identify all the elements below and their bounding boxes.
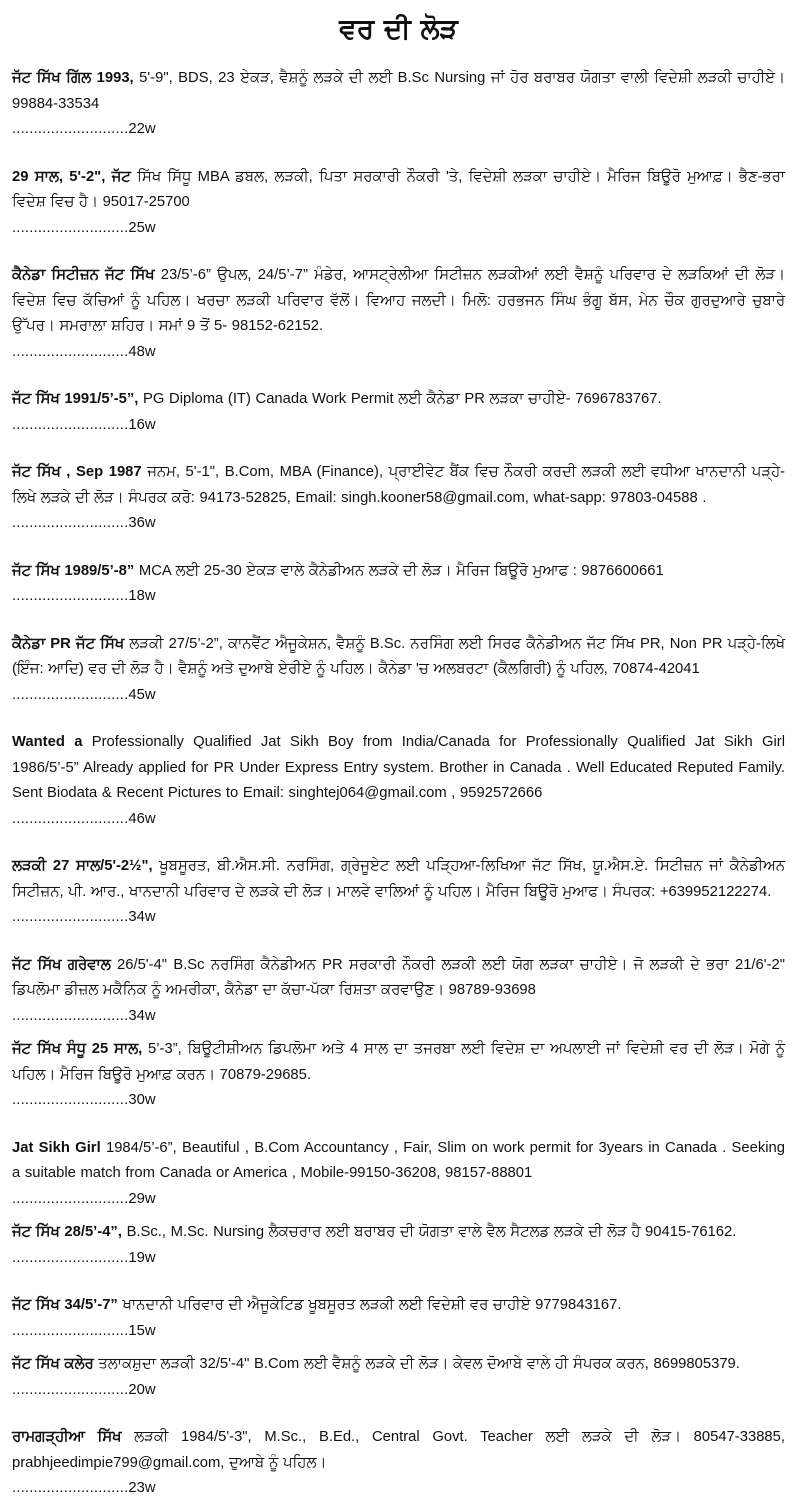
ad-body: ਲੜਕੀ 1984/5'-3", M.Sc., B.Ed., Central Govt. Teacher ਲਈ ਲੜਕੇ ਦੀ ਲੋੜ। 80547-33885, prabhjeedimpie799@gmail.com, ਦੁਆਬੇ ਨੂੰ ਪਹਿਲ। — [12, 1429, 785, 1471]
list-item — [12, 854, 785, 931]
ad-word-count: 25w — [128, 219, 156, 236]
ad-body: 5’-3”, ਬਿਊਟੀਸ਼ੀਅਨ ਡਿਪਲੋਮਾ ਅਤੇ 4 ਸਾਲ ਦਾ ਤਜਰਬਾ ਲਈ ਵਿਦੇਸ਼ ਦਾ ਅਪਲਾਈ ਜਾਂ ਵਿਦੇਸ਼ੀ ਵਰ ਦੀ ਲੋੜ। ਮੋਗੇ ਨੂੰ ਪਹਿਲ। ਮੈਰਿਜ ਬਿਊਰੋ ਮੁਆਫ਼ ਕਰਨ। 70879-29685. — [12, 1041, 785, 1083]
list-item — [12, 730, 785, 832]
ad-lead: ਜੱਟ ਸਿੱਖ ਗਰੇਵਾਲ — [12, 956, 111, 973]
ad-dots: ........................... — [12, 1249, 129, 1266]
ad-code — [12, 1319, 785, 1345]
ad-dots: ........................... — [12, 909, 129, 925]
ad-body: PG Diploma (IT) Canada Work Permit ਲਈ ਕੈਨੇਡਾ PR ਲੜਕਾ ਚਾਹੀਏ- 7696783767. — [138, 391, 662, 407]
list-item — [12, 559, 785, 610]
ad-dots: ........................... — [12, 416, 129, 433]
ad-code — [12, 1004, 785, 1030]
ad-lead: ਜੱਟ ਸਿੱਖ 1991/5’-5”, — [12, 391, 139, 407]
ad-lead: ਜੱਟ ਸਿੱਖ , Sep 1987 — [12, 464, 142, 480]
ad-code — [12, 1088, 785, 1114]
ad-code — [12, 683, 785, 709]
ad-body: 26/5'-4" B.Sc ਨਰਸਿੰਗ ਕੈਨੇਡੀਅਨ PR ਸਰਕਾਰੀ ਨੌਕਰੀ ਲੜਕੀ ਲਈ ਯੋਗ ਲੜਕਾ ਚਾਹੀਏ। ਜੋ ਲੜਕੀ ਦੇ ਭਰਾ 21/6'-2" ਡਿਪਲੋਮਾ ਡੀਜ਼ਲ ਮਕੈਨਿਕ ਨੂੰ ਅਮਰੀਕਾ, ਕੈਨੇਡਾ ਦਾ ਕੱਚਾ-ਪੱਕਾ ਰਿਸ਼ਤਾ ਕਰਵਾਉਣ। 98789-93698 — [12, 956, 785, 998]
ad-body: ਤਲਾਕਸ਼ੁਦਾ ਲੜਕੀ 32/5'-4" B.Com ਲਈ ਵੈਸ਼ਨੂੰ ਲੜਕੇ ਦੀ ਲੋੜ। ਕੇਵਲ ਦੋਆਬੇ ਵਾਲੇ ਹੀ ਸੰਪਰਕ ਕਰਨ, 8699805379. — [93, 1356, 740, 1372]
ad-lead: ਜੱਟ ਸਿੱਖ 1989/5’-8” — [12, 562, 135, 579]
ad-dots: ........................... — [12, 343, 129, 360]
ad-code — [12, 216, 785, 242]
ad-lead: ਜੱਟ ਸਿੱਖ ਸੰਧੂ 25 ਸਾਲ, — [12, 1041, 143, 1057]
ad-word-count: 36w — [128, 515, 156, 531]
ad-dots: ........................... — [12, 686, 129, 703]
ad-lead: ਜੱਟ ਸਿੱਖ ਕਲੇਰ — [12, 1356, 94, 1372]
ad-body: MCA ਲਈ 25-30 ਏਕੜ ਵਾਲੇ ਕੈਨੇਡੀਅਨ ਲੜਕੇ ਦੀ ਲੋੜ। ਮੈਰਿਜ ਬਿਊਰੋ ਮੁਆਫ : 9876600661 — [134, 562, 664, 579]
list-item — [12, 1352, 785, 1403]
ad-word-count: 46w — [128, 810, 156, 827]
ad-body: B.Sc., M.Sc. Nursing ਲੈਕਚਰਾਰ ਲਈ ਬਰਾਬਰ ਦੀ ਯੋਗਤਾ ਵਾਲੇ ਵੈਲ ਸੈਟਲਡ ਲੜਕੇ ਦੀ ਲੋੜ ਹੈ 90415-76162. — [121, 1224, 737, 1240]
list-item — [12, 1136, 785, 1213]
ad-word-count: 45w — [128, 686, 156, 703]
ad-lead: ਜੱਟ ਸਿੱਖ 28/5’-4”, — [12, 1224, 122, 1240]
ad-lead: ਲੜਕੀ 27 ਸਾਲ/5'-2½", — [12, 858, 153, 874]
ad-dots: ........................... — [12, 1007, 129, 1024]
ad-code — [12, 807, 785, 833]
ad-lead: Wanted a — [12, 734, 83, 750]
list-item — [12, 66, 785, 143]
ad-code — [12, 905, 785, 931]
ad-lead: Jat Sikh Girl — [12, 1139, 101, 1156]
list-item — [12, 1220, 785, 1271]
ad-lead: ਕੈਨੇਡਾ PR ਜੱਟ ਸਿੱਖ — [12, 635, 125, 652]
ad-body: 1984/5’-6”, Beautiful , B.Com Accountancy , Fair, Slim on work permit for 3years in Canada . Seeking a suitable match from Canada or America , Mobile-99150-36208, 98157-88801 — [12, 1139, 785, 1181]
ad-code — [12, 413, 785, 439]
list-item — [12, 1293, 785, 1344]
ad-dots: ........................... — [12, 1092, 129, 1108]
list-item — [12, 1425, 785, 1502]
list-item — [12, 165, 785, 242]
ad-word-count: 48w — [128, 343, 156, 360]
list-item — [12, 1037, 785, 1114]
ad-lead: 29 ਸਾਲ, 5'-2", ਜੱਟ — [12, 168, 131, 185]
page-title: ਵਰ ਦੀ ਲੋੜ — [339, 12, 458, 45]
ad-code — [12, 340, 785, 366]
ad-dots: ........................... — [12, 1190, 129, 1207]
ad-body: ਲੜਕੀ 27/5’-2”, ਕਾਨਵੈਂਟ ਐਜੂਕੇਸ਼ਨ, ਵੈਸ਼ਨੂੰ B.Sc. ਨਰਸਿੰਗ ਲਈ ਸਿਰਫ ਕੈਨੇਡੀਅਨ ਜੱਟ ਸਿੱਖ PR, Non PR ਪੜ੍ਹੇ-ਲਿਖੇ (ਇੰਜ: ਆਦਿ) ਵਰ ਦੀ ਲੋੜ ਹੈ। ਵੈਸ਼ਨੂੰ ਅਤੇ ਦੁਆਬੇ ਏਰੀਏ ਨੂੰ ਪਹਿਲ। ਕੈਨੇਡਾ 'ਚ ਅਲਬਰਟਾ (ਕੈਲਗਿਰੀ) ਨੂੰ ਪਹਿਲ, 70874-42041 — [12, 635, 785, 677]
ad-word-count: 30w — [128, 1092, 156, 1108]
ad-code — [12, 117, 785, 143]
ad-code — [12, 1476, 785, 1502]
ad-code — [12, 511, 785, 537]
ad-dots: ........................... — [12, 515, 129, 531]
ad-dots: ........................... — [12, 219, 129, 236]
ad-word-count: 22w — [128, 121, 156, 137]
ad-word-count: 18w — [128, 588, 156, 604]
ad-dots: ........................... — [12, 1381, 129, 1398]
ad-lead: ਜੱਟ ਸਿੱਖ ਗਿੱਲ 1993, — [12, 70, 134, 86]
ad-word-count: 34w — [128, 909, 156, 925]
ad-body: 5'-9", BDS, 23 ਏਕੜ, ਵੈਸ਼ਨੂੰ ਲੜਕੇ ਦੀ ਲਈ B.Sc Nursing ਜਾਂ ਹੋਰ ਬਰਾਬਰ ਯੋਗਤਾ ਵਾਲੀ ਵਿਦੇਸ਼ੀ ਲੜਕੀ ਚਾਹੀਏ। 99884-33534 — [12, 70, 785, 112]
ad-code — [12, 1187, 785, 1213]
ad-dots: ........................... — [12, 588, 129, 604]
ad-list — [12, 66, 785, 1502]
list-item — [12, 387, 785, 438]
ad-body: ਖੂਬਸੂਰਤ, ਬੀ.ਐਸ.ਸੀ. ਨਰਸਿੰਗ, ਗ੍ਰੇਜੂਏਟ ਲਈ ਪੜ੍ਹਿਆ-ਲਿਖਿਆ ਜੱਟ ਸਿੱਖ, ਯੂ.ਐਸ.ਏ. ਸਿਟੀਜ਼ਨ ਜਾਂ ਕੈਨੇਡੀਅਨ ਸਿਟੀਜ਼ਨ, ਪੀ. ਆਰ., ਖਾਨਦਾਨੀ ਪਰਿਵਾਰ ਦੇ ਲੜਕੇ ਦੀ ਲੋੜ। ਮਾਲਵੇ ਵਾਲਿਆਂ ਨੂੰ ਪਹਿਲ। ਮੈਰਿਜ ਬਿਊਰੋ ਮੁਆਫ। ਸੰਪਰਕ: +639952122274. — [12, 858, 785, 900]
ad-code — [12, 1378, 785, 1404]
ad-body: 23/5’-6” ਉਪਲ, 24/5’-7” ਮੰਡੇਰ, ਆਸਟ੍ਰੇਲੀਆ ਸਿਟੀਜ਼ਨ ਲੜਕੀਆਂ ਲਈ ਵੈਸ਼ਨੂੰ ਪਰਿਵਾਰ ਦੇ ਲੜਕਿਆਂ ਦੀ ਲੋੜ। ਵਿਦੇਸ਼ ਵਿਚ ਕੱਚਿਆਂ ਨੂੰ ਪਹਿਲ। ਖਰਚਾ ਲੜਕੀ ਪਰਿਵਾਰ ਵੱਲੋਂ। ਵਿਆਹ ਜਲਦੀ। ਮਿਲੋ: ਹਰਭਜਨ ਸਿੰਘ ਭੰਗੂ ਬੱਸ, ਮੇਨ ਚੌਕ ਗੁਰਦੁਆਰੇ ਚੁਬਾਰੇ ਉੱਪਰ। ਸਮਰਾਲਾ ਸ਼ਹਿਰ। ਸਮਾਂ 9 ਤੋਂ 5- 98152-62152. — [12, 267, 785, 334]
ad-code — [12, 1246, 785, 1272]
ad-body: ਖਾਨਦਾਨੀ ਪਰਿਵਾਰ ਦੀ ਐਜੂਕੇਟਿਡ ਖੂਬਸੂਰਤ ਲੜਕੀ ਲਈ ਵਿਦੇਸ਼ੀ ਵਰ ਚਾਹੀਏ 9779843167. — [117, 1297, 622, 1313]
list-item — [12, 953, 785, 1030]
ad-word-count: 16w — [128, 416, 156, 433]
ad-code — [12, 584, 785, 610]
ad-word-count: 23w — [128, 1480, 156, 1496]
ad-body: ਸਿੱਖ ਸਿੱਧੂ MBA ਡਬਲ, ਲੜਕੀ, ਪਿਤਾ ਸਰਕਾਰੀ ਨੌਕਰੀ 'ਤੇ, ਵਿਦੇਸ਼ੀ ਲੜਕਾ ਚਾਹੀਏ। ਮੈਰਿਜ ਬਿਊਰੋ ਮੁਆਫ਼। ਭੈਣ-ਭਰਾ ਵਿਦੇਸ਼ ਵਿਚ ਹੈ। 95017-25700 — [12, 168, 785, 210]
ad-word-count: 15w — [128, 1322, 156, 1339]
ad-word-count: 29w — [128, 1190, 156, 1207]
classifieds-page — [12, 0, 785, 1496]
ad-lead: ਰਾਮਗੜ੍ਹੀਆ ਸਿੱਖ — [12, 1429, 122, 1445]
list-item — [12, 263, 785, 365]
ad-dots: ........................... — [12, 121, 129, 137]
list-item — [12, 460, 785, 537]
list-item — [12, 632, 785, 709]
ad-word-count: 20w — [128, 1381, 156, 1398]
ad-dots: ........................... — [12, 1322, 129, 1339]
ad-lead: ਕੈਨੇਡਾ ਸਿਟੀਜ਼ਨ ਜੱਟ ਸਿੱਖ — [12, 267, 155, 283]
ad-word-count: 34w — [128, 1007, 156, 1024]
ad-body: Professionally Qualified Jat Sikh Boy from India/Canada for Professionally Qualified Jat Sikh Girl 1986/5’-5” Already applied for PR Under Express Entry system. Brother in Canada . Well Educated Reputed Family. Sent Biodata & Recent Pictures to Email: singhtej064@gmail.com , 9592572666 — [12, 734, 785, 801]
ad-dots: ........................... — [12, 1480, 129, 1496]
ad-lead: ਜੱਟ ਸਿੱਖ 34/5’-7” — [12, 1297, 118, 1313]
ad-dots: ........................... — [12, 810, 129, 827]
ad-word-count: 19w — [128, 1249, 156, 1266]
ad-body: ਜਨਮ, 5'-1", B.Com, MBA (Finance), ਪ੍ਰਾਈਵੇਟ ਬੈਂਕ ਵਿਚ ਨੌਕਰੀ ਕਰਦੀ ਲੜਕੀ ਲਈ ਵਧੀਆ ਖਾਨਦਾਨੀ ਪੜ੍ਹੇ-ਲਿਖੇ ਲੜਕੇ ਦੀ ਲੋੜ। ਸੰਪਰਕ ਕਰੋ: 94173-52825, Email: singh.kooner58@gmail.com, what-sapp: 97803-04588 . — [12, 464, 785, 506]
